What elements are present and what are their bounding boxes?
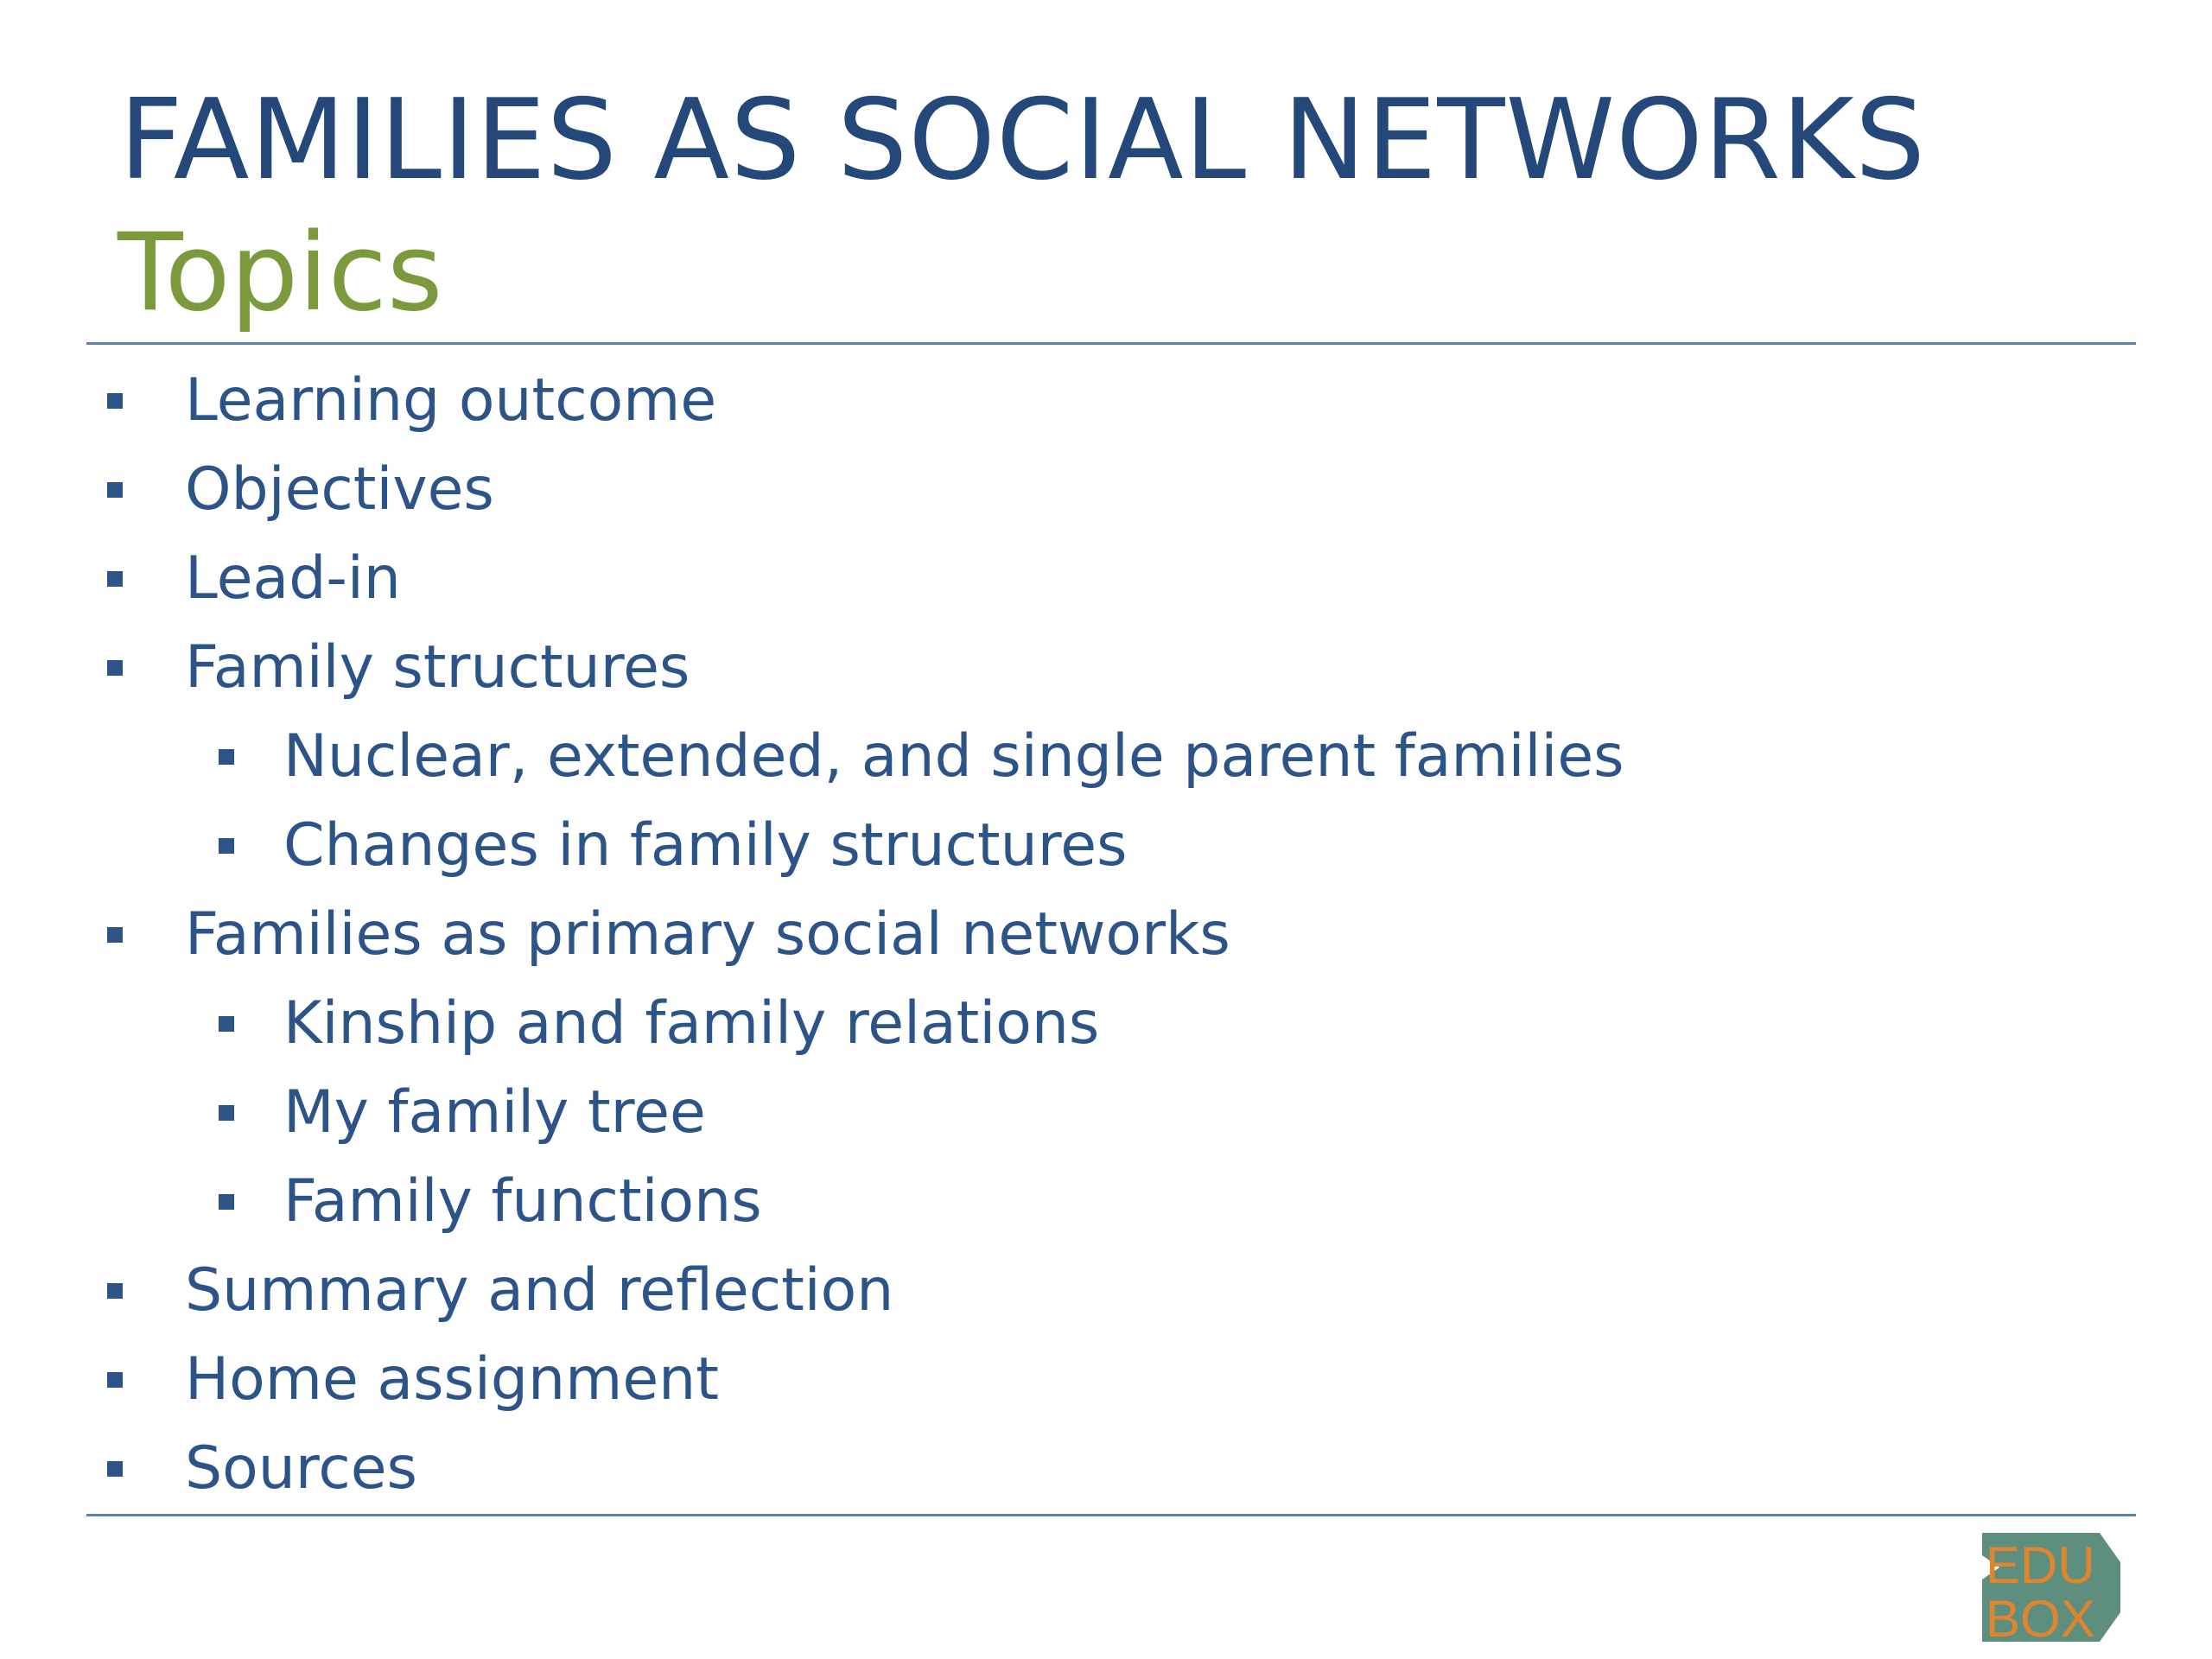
square-bullet-icon	[219, 1016, 234, 1032]
square-bullet-icon	[107, 927, 123, 943]
topic-label: My family tree	[283, 1078, 706, 1147]
square-bullet-icon	[219, 1194, 234, 1210]
topic-label: Lead-in	[185, 544, 401, 613]
topic-label: Family functions	[283, 1167, 762, 1236]
bottom-divider	[86, 1514, 2136, 1516]
edubox-logo-icon	[1980, 1531, 2122, 1643]
square-bullet-icon	[219, 838, 234, 854]
slide-subtitle: Topics	[118, 211, 443, 335]
square-bullet-icon	[107, 571, 123, 587]
topic-label: Sources	[185, 1434, 417, 1503]
square-bullet-icon	[219, 1105, 234, 1121]
topic-label: Summary and reflection	[185, 1256, 894, 1325]
logo-text-line1: EDU	[1986, 1536, 2095, 1594]
square-bullet-icon	[219, 749, 234, 765]
slide-title: FAMILIES AS SOCIAL NETWORKS	[119, 76, 1926, 205]
top-divider	[86, 342, 2136, 345]
topic-label: Nuclear, extended, and single parent families	[283, 722, 1624, 791]
square-bullet-icon	[107, 1461, 123, 1477]
square-bullet-icon	[107, 482, 123, 498]
edubox-logo	[1980, 1531, 2122, 1643]
square-bullet-icon	[107, 660, 123, 676]
topic-label: Kinship and family relations	[283, 989, 1100, 1058]
topic-label: Learning outcome	[185, 366, 717, 435]
square-bullet-icon	[107, 1372, 123, 1388]
topic-label: Objectives	[185, 455, 494, 524]
topic-label: Changes in family structures	[283, 811, 1128, 880]
square-bullet-icon	[107, 1283, 123, 1299]
topic-label: Family structures	[185, 633, 690, 702]
topic-label: Home assignment	[185, 1345, 719, 1414]
logo-text-line2: BOX	[1986, 1590, 2095, 1643]
square-bullet-icon	[107, 393, 123, 409]
topic-label: Families as primary social networks	[185, 900, 1230, 969]
